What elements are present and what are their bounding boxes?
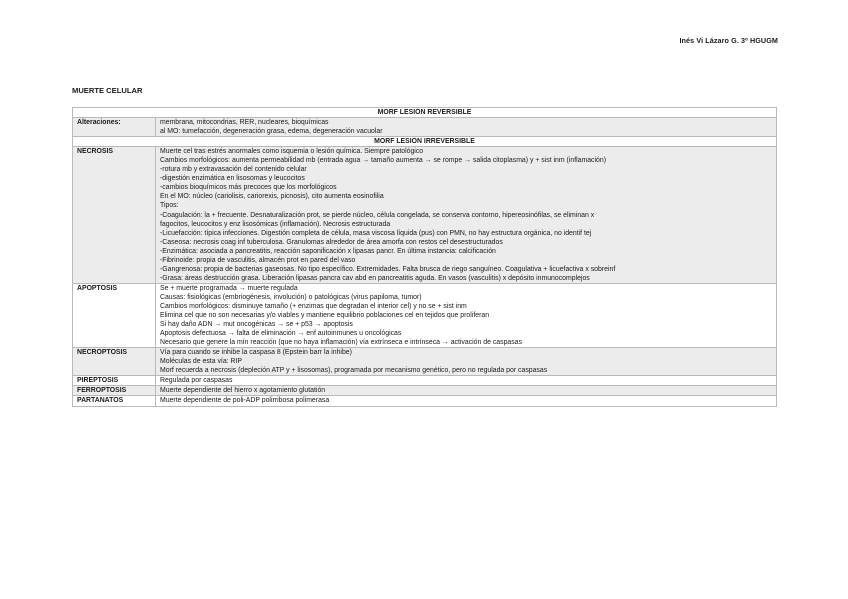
row-content — [156, 376, 777, 386]
content-line: -Grasa: áreas destrucción grasa. Liberación lipasas pancra cav abd en pancreatitis aguda. En vasos (vasculitis) x depósito inmunocomplejos — [160, 274, 590, 282]
table-row — [73, 118, 777, 137]
section-header-reversible — [73, 108, 777, 118]
table-row — [73, 147, 777, 284]
content-line: Muerte dependiente de poli-ADP polirribosa polimerasa — [160, 397, 330, 405]
table-row — [73, 396, 777, 406]
content-line: -Enzimática: asociada a pancreatitis, reacción saponificación x lipasas pancr. En última instancia: calcificación — [160, 247, 496, 255]
content-line: Vía para cuando se inhibe la caspasa 8 (Epstein barr la inhibe) — [160, 349, 352, 357]
content-line: Cambios morfológicos: disminuye tamaño (+ enzimas que degradan el interior cel) y no se + sist inm — [160, 302, 467, 310]
content-line: En el MO: núcleo (cariolisis, cariorexis, picnosis), cito aumenta eosinofilia — [160, 193, 384, 201]
row-content — [156, 386, 777, 396]
header-author: Inés Vi Lázaro G. 3º HGUGM — [679, 36, 778, 45]
row-content — [156, 348, 777, 376]
content-line: membrana, mitocondrias, RER, nucleares, bioquímicas — [160, 119, 329, 127]
row-label: Alteraciones: — [73, 118, 156, 137]
row-content — [156, 147, 777, 284]
row-content — [156, 118, 777, 137]
content-line: -Gangrenosa: propia de bacterias gaseosas. No tipo específico. Extremidades. Falta brusca de riego sanguíneo. Coagulativa + licuefactiva x sobreinf — [160, 265, 616, 273]
row-label: APOPTOSIS — [73, 283, 156, 347]
row-content — [156, 283, 777, 347]
content-line: Muerte dependiente del hierro x agotamiento glutatión — [160, 387, 326, 395]
content-line: -cambios bioquímicos más precoces que los morfológicos — [160, 184, 337, 192]
cell-death-table — [72, 107, 777, 407]
document-title: MUERTE CELULAR — [72, 86, 143, 95]
content-line: fagocitos, leucocitos y enz lisosómicas (inflamación). Necrosis estructurada — [160, 220, 391, 228]
content-line: Cambios morfológicos: aumenta permeabilidad mb (entrada agua → tamaño aumenta → se rompe → salida citoplasma) y + sist inm (inflamación) — [160, 157, 606, 165]
row-label: NECROPTOSIS — [73, 348, 156, 376]
content-line: al MO: tumefacción, degeneración grasa, edema, degeneración vacuolar — [160, 128, 383, 136]
section-header-irreversible — [73, 137, 777, 147]
content-line: Se + muerte programada → muerte regulada — [160, 284, 298, 292]
content-line: -digestión enzimática en lisosomas y leucocitos — [160, 175, 305, 183]
content-line: -Licuefacción: típica infecciones. Digestión completa de célula, masa viscosa líquida (pus) con PMN, no hay estructura orgánica, no identif tej — [160, 229, 592, 237]
table-row — [73, 386, 777, 396]
row-content — [156, 396, 777, 406]
content-line: -Fibrinoide: propia de vasculitis, almacén prot en pared del vaso — [160, 256, 356, 264]
table-row — [73, 348, 777, 376]
row-label: FERROPTOSIS — [73, 386, 156, 396]
row-label: PARTANATOS — [73, 396, 156, 406]
content-line: Causas: fisiológicas (embriogénesis, involución) o patológicas (virus papiloma, tumor) — [160, 293, 422, 301]
content-line: Necesario que genere la mín reacción (que no haya inflamación) vía extrínseca e intrínseca → activación de caspasas — [160, 339, 522, 347]
row-label: PIREPTOSIS — [73, 376, 156, 386]
content-line: Elimina cel que no son necesarias y/o viables y mantiene equilibrio poblaciones cel en tejidos que proliferan — [160, 312, 490, 320]
table-row — [73, 376, 777, 386]
row-label: NECROSIS — [73, 147, 156, 284]
content-line: Tipos: — [160, 202, 179, 210]
content-line: -Coagulación: la + frecuente. Desnaturalización prot, se pierde núcleo, célula congelada, se conserva contorno, hipereosinófilas, se eliminan x — [160, 211, 595, 219]
table-row — [73, 283, 777, 347]
content-line: Muerte cel tras estrés anormales como isquemia o lesión química. Siempre patológico — [160, 148, 424, 156]
content-line: Si hay daño ADN → mut oncogénicas → se + p53 → apoptosis — [160, 321, 353, 329]
content-line: Apoptosis defectuosa → falta de eliminación → enf autoinmunes u oncológicas — [160, 330, 402, 338]
section-title: MORF LESIÓN IRREVERSIBLE — [73, 137, 777, 147]
section-title: MORF LESIÓN REVERSIBLE — [73, 108, 777, 118]
content-line: -Caseosa: necrosis coag inf tuberculosa. Granulomas alrededor de área amorfa con restos cel desestructurados — [160, 238, 503, 246]
content-line: Morf recuerda a necrosis (depleción ATP y + lisosomas), programada por mecanismo genético, pero no regulada por caspasas — [160, 367, 548, 375]
content-line: Regulada por caspasas — [160, 377, 233, 385]
content-line: Moléculas de esta vía: RIP — [160, 358, 242, 366]
content-line: -rotura mb y extravasación del contenido celular — [160, 166, 307, 174]
